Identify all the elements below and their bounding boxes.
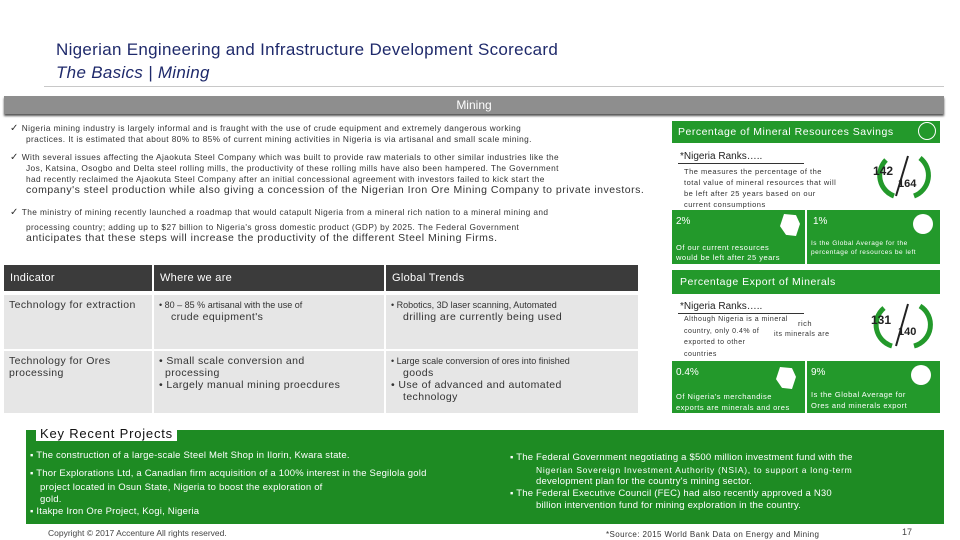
project-item: The construction of a large-scale Steel Melt Shop in Ilorin, Kwara state. (36, 450, 350, 461)
table-header-trends: Global Trends (386, 265, 638, 291)
title-divider (44, 86, 944, 87)
page-title: Nigerian Engineering and Infrastructure Development Scorecard (56, 40, 559, 59)
rank-total: 140 (898, 326, 917, 338)
cell-text: Large scale conversion of ores into finished (396, 356, 570, 366)
savings-global-desc: Is the Global Average for the percentage of resources be left (811, 240, 917, 256)
bullet-text: company's steel production while also giving a concession of the Nigerian Iron Ore Mining Company to private investors. (26, 184, 645, 196)
indicator-label: Technology for extraction (9, 299, 136, 311)
rank-total: 164 (898, 178, 917, 190)
bullet-2 (10, 152, 680, 196)
savings-rank-label: *Nigeria Ranks….. (680, 151, 763, 162)
cell-text: drilling are currently being used (403, 311, 563, 323)
table-cell (4, 295, 152, 349)
check-icon: ✓ (10, 152, 19, 163)
project-item: The Federal Executive Council (FEC) had also recently approved a N30 (516, 488, 832, 499)
table-cell: • Small scale conversion and processing • Largely manual mining proecdures (154, 351, 384, 413)
savings-panel-header (672, 121, 940, 143)
bullet-text: With several issues affecting the Ajaokuta Steel Company which was built to provide raw materials to other similar industries like the (21, 152, 559, 162)
export-global-desc: Is the Global Average for Ores and minerals export (811, 390, 908, 410)
project-item: project located in Osun State, Nigeria to boost the exploration of (40, 482, 323, 493)
indicator-label: Technology for Ores (9, 355, 111, 367)
pct-value: 1% (813, 216, 828, 227)
project-item: The Federal Government negotiating a $500 million investment fund with the (516, 452, 853, 463)
key-projects-right: ▪ The Federal Government negotiating a $500 million investment fund with the Nigerian Sovereign Investment Authority (NSIA), to support a long-term development plan for the country's mining sector. ▪ The Federal Executive Council (FEC) had also recently approved a N30 billion intervention fund for mining exploration in the country. (510, 452, 940, 512)
savings-head-text: Percentage of Mineral Resources Savings (678, 126, 894, 138)
bullet-text: practices. It is estimated that about 80% to 85% of current mining activities in Nigeria is via artisanal and small scale mining. (26, 134, 532, 144)
rank-value: 131 (871, 313, 892, 327)
export-desc-extra: rich (798, 319, 813, 328)
cell-text: technology (403, 391, 458, 403)
bullet-1 (10, 123, 670, 145)
savings-desc: The measures the percentage of the total value of mineral resources that will be left after 25 years based on our current consumptions (684, 167, 837, 209)
cell-text: crude equipment's (171, 311, 264, 323)
cell-text: Robotics, 3D laser scanning, Automated (396, 300, 557, 310)
savings-nigeria-desc: Of our current resources would be left after 25 years (676, 243, 781, 262)
export-panel-header (672, 270, 940, 294)
check-icon: ✓ (10, 123, 19, 134)
bullet-text: had recently reclaimed the Ajaokuta Steel Company after an initial concessional agreement with investors failed to kick start the (26, 174, 545, 184)
table-header-where: Where we are (154, 265, 384, 291)
pct-value: 0.4% (676, 367, 699, 378)
cell-text: Use of advanced and automated (398, 379, 562, 391)
globe-icon (911, 365, 931, 385)
nigeria-map-icon (780, 214, 800, 236)
copyright: Copyright © 2017 Accenture All rights reserved. (48, 528, 227, 538)
key-projects-panel (26, 426, 944, 524)
table-cell: • Large scale conversion of ores into finished goods • Use of advanced and automated technology (386, 351, 638, 413)
cell-text: 80 – 85 % artisanal with the use of (164, 300, 303, 310)
rank-value: 142 (873, 164, 894, 178)
export-head-text: Percentage Export of Minerals (680, 276, 836, 288)
source-note: *Source: 2015 World Bank Data on Energy and Mining (606, 530, 820, 539)
pct-value: 2% (676, 216, 691, 227)
page-subtitle: The Basics | Mining (56, 63, 210, 82)
export-desc: Although Nigeria is a mineral country, only 0.4% of exported to other countries (684, 316, 788, 358)
project-item: Thor Explorations Ltd, a Canadian firm acquisition of a 100% interest in the Segilola gold (36, 468, 427, 479)
bullet-3 (10, 207, 670, 244)
export-nigeria-desc: Of Nigeria's merchandise exports are minerals and ores (676, 392, 790, 412)
bullet-text: Nigeria mining industry is largely informal and is fraught with the use of crude equipment and extremely dangerous working (21, 123, 522, 133)
page-number: 17 (902, 527, 913, 537)
global-export-box (807, 361, 940, 413)
cell-text: goods (403, 367, 434, 379)
indicator-label: processing (9, 367, 64, 379)
project-item: Itakpe Iron Ore Project, Kogi, Nigeria (36, 506, 200, 517)
project-item: Nigerian Sovereign Investment Authority (NSIA), to support a long-term (536, 465, 853, 475)
project-item: billion intervention fund for mining exploration in the country. (536, 500, 802, 511)
key-projects-title: Key Recent Projects (36, 426, 177, 441)
project-item: gold. (40, 494, 62, 505)
project-item: development plan for the country's mining sector. (536, 476, 752, 487)
global-savings-box (807, 210, 940, 264)
section-bar: Mining (4, 96, 944, 114)
table-header-indicator: Indicator (4, 265, 152, 291)
globe-icon (913, 214, 933, 234)
table-cell (4, 351, 152, 413)
divider (678, 163, 804, 164)
nigeria-savings-box (672, 210, 805, 264)
check-icon: ✓ (10, 207, 19, 218)
cell-text: Small scale conversion and (166, 355, 305, 367)
bullet-text: The ministry of mining recently launched a roadmap that would catapult Nigeria from a mineral rich nation to a mineral mining and (21, 207, 549, 217)
cell-text: processing (165, 367, 220, 379)
export-desc-extra: its minerals are (774, 331, 830, 338)
cell-text: Largely manual mining proecdures (166, 379, 341, 391)
export-rank-label: *Nigeria Ranks….. (680, 301, 763, 312)
bullet-text: anticipates that these steps will increase the productivity of the different Steel Mining Firms. (26, 232, 498, 244)
nigeria-export-box (672, 361, 805, 413)
pct-value: 9% (811, 367, 826, 378)
bullet-text: Jos, Katsina, Osogbo and Delta steel rolling mills, the productivity of these rolling mills have also been hampered. The Government (26, 163, 559, 173)
table-cell: • Robotics, 3D laser scanning, Automated drilling are currently being used (386, 295, 638, 349)
nigeria-map-icon (776, 367, 796, 389)
table-cell: • 80 – 85 % artisanal with the use of crude equipment's (154, 295, 384, 349)
coin-icon (918, 122, 936, 140)
bullet-text: processing country; adding up to $27 billion to Nigeria's gross domestic product (GDP) by 2025. The Federal Government (26, 222, 520, 232)
key-projects-left: ▪ The construction of a large-scale Steel Melt Shop in Ilorin, Kwara state. ▪ Thor Explorations Ltd, a Canadian firm acquisition of a 100% interest in the Segilola gold project located in Osun State, Nigeria to boost the exploration of gold. ▪ Itakpe Iron Ore Project, Kogi, Nigeria (30, 450, 510, 518)
